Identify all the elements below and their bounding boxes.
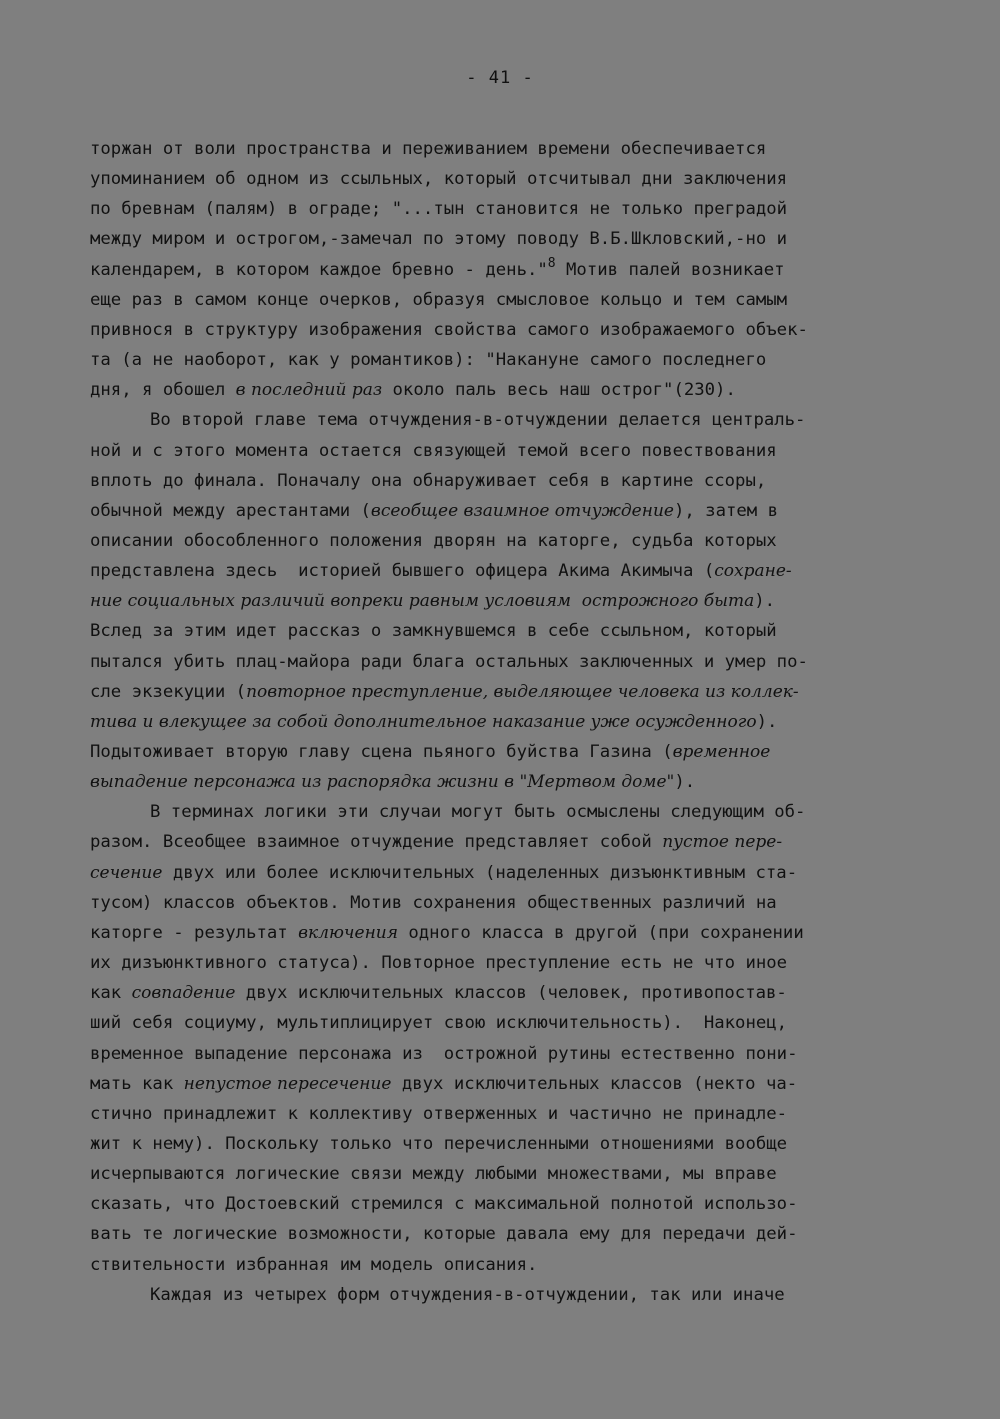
text-segment: вплоть до финала. Поначалу она обнаруживает себя в картине ссоры, bbox=[90, 470, 767, 491]
text-segment: дня, я обошел bbox=[90, 380, 236, 401]
text-segment: ной и с этого момента остается связующей темой всего повествования bbox=[90, 440, 777, 461]
text-segment: двух исключительных классов (некто ча- bbox=[391, 1073, 798, 1094]
text-segment: Подытоживает вторую главу сцена пьяного буйства Газина ( bbox=[90, 742, 673, 762]
text-segment: пытался убить плац-майора ради блага остальных заключенных и умер по- bbox=[90, 651, 808, 672]
text-line bbox=[90, 1101, 787, 1127]
text-segment: ), затем в bbox=[673, 500, 778, 521]
text-line bbox=[90, 438, 777, 464]
text-segment: описании обособленного положения дворян на каторге, судьба которых bbox=[90, 530, 777, 551]
emphasized-text: в последний раз bbox=[235, 380, 383, 401]
page-number: - 41 - bbox=[466, 68, 534, 88]
text-segment: Во второй главе тема отчуждения-в-отчуждении делается централь- bbox=[150, 410, 806, 431]
text-line bbox=[90, 1041, 798, 1067]
emphasized-text: сохране- bbox=[714, 561, 792, 582]
text-line bbox=[90, 890, 777, 916]
text-line bbox=[150, 407, 805, 433]
text-segment: Вслед за этим идет рассказ о замкнувшемся в себе ссыльном, который bbox=[90, 621, 777, 642]
emphasized-text: тива и влекущее за собой дополнительное наказание уже осужденного bbox=[90, 711, 757, 732]
text-line bbox=[90, 257, 785, 283]
text-segment: еще раз в самом конце очерков, образуя смысловое кольцо и тем самым bbox=[90, 289, 788, 310]
text-segment: каторге - результат bbox=[90, 922, 299, 943]
text-line bbox=[90, 588, 775, 614]
emphasized-text: непустое пересечение bbox=[183, 1073, 392, 1094]
text-line bbox=[90, 618, 777, 644]
text-segment: двух или более исключительных (наделенных дизъюнктивным ста- bbox=[162, 862, 798, 883]
text-segment: по бревнам (палям) в ограде; "...тын становится не только преградой bbox=[90, 199, 788, 220]
text-segment: В терминах логики эти случаи могут быть осмыслены следующим об- bbox=[150, 802, 806, 823]
text-segment: ). bbox=[756, 711, 778, 732]
text-segment: между миром и острогом,-замечал по этому поводу В.Б.Шкловский,-но и bbox=[90, 229, 788, 250]
text-segment: их дизъюнктивного статуса). Повторное преступление есть не что иное bbox=[90, 953, 788, 974]
text-segment: около паль весь наш острог"(230). bbox=[382, 380, 736, 401]
text-line bbox=[90, 558, 792, 584]
text-segment: одного класса в другой (при сохранении bbox=[397, 922, 804, 943]
text-line bbox=[90, 1131, 787, 1157]
text-segment: исчерпываются логические связи между любыми множествами, мы вправе bbox=[90, 1164, 777, 1185]
text-line bbox=[90, 829, 782, 855]
footnote-marker: 8 bbox=[547, 255, 556, 271]
emphasized-text: пустое пере- bbox=[662, 832, 783, 853]
text-segment: стично принадлежит к коллективу отверженных и частично не принадле- bbox=[90, 1103, 788, 1124]
text-line bbox=[90, 1252, 537, 1278]
text-line bbox=[90, 498, 778, 524]
text-segment: двух исключительных классов (человек, противопостав- bbox=[235, 983, 787, 1004]
text-segment: как bbox=[90, 983, 132, 1004]
emphasized-text: совпадение bbox=[131, 983, 236, 1004]
text-line bbox=[90, 347, 766, 373]
text-line bbox=[90, 1191, 798, 1217]
text-segment: ). bbox=[674, 772, 696, 793]
text-line bbox=[90, 1071, 797, 1097]
text-line bbox=[90, 860, 797, 886]
text-line bbox=[90, 468, 766, 494]
emphasized-text: включения bbox=[298, 922, 398, 943]
text-line bbox=[90, 166, 787, 192]
text-line bbox=[150, 1282, 785, 1308]
text-segment: сказать, что Достоевский стремился с максимальной полнотой использо- bbox=[90, 1194, 798, 1215]
emphasized-text: ние социальных различий вопреки равным условиям острожного быта bbox=[90, 591, 755, 612]
text-segment: временное выпадение персонажа из острожной рутины естественно пони- bbox=[90, 1043, 798, 1064]
text-line bbox=[90, 739, 770, 765]
text-segment: Каждая из четырех форм отчуждения-в-отчуждении, так или иначе bbox=[150, 1284, 785, 1305]
emphasized-text: сечение bbox=[90, 862, 163, 883]
text-segment: разом. Всеобщее взаимное отчуждение представляет собой bbox=[90, 832, 663, 853]
text-segment: Мотив палей возникает bbox=[555, 259, 785, 280]
text-line bbox=[90, 679, 799, 705]
text-segment: торжан от воли пространства и переживанием времени обеспечивается bbox=[90, 139, 767, 159]
text-line bbox=[90, 649, 808, 675]
text-segment: мать как bbox=[90, 1073, 184, 1094]
text-line bbox=[90, 287, 787, 313]
text-segment: вать те логические возможности, которые давала ему для передачи дей- bbox=[90, 1224, 798, 1245]
text-line bbox=[90, 709, 777, 735]
text-line bbox=[90, 1010, 787, 1036]
text-segment: обычной между арестантами ( bbox=[90, 500, 371, 521]
text-segment: жит к нему). Поскольку только что перечисленными отношениями вообще bbox=[90, 1133, 788, 1154]
text-line bbox=[90, 950, 787, 976]
text-segment: тусом) классов объектов. Мотив сохранения общественных различий на bbox=[90, 892, 777, 913]
text-segment: привнося в структуру изображения свойства самого изображаемого объек- bbox=[90, 319, 808, 340]
text-line bbox=[90, 528, 777, 554]
text-line bbox=[90, 136, 766, 162]
emphasized-text: временное bbox=[672, 742, 771, 762]
text-line bbox=[90, 769, 695, 795]
text-segment: ствительности избранная им модель описания. bbox=[90, 1254, 538, 1275]
text-segment: представлена здесь историей бывшего офицера Акима Акимыча ( bbox=[90, 561, 715, 582]
text-segment: календарем, в котором каждое бревно - день." bbox=[90, 259, 548, 280]
text-line bbox=[90, 196, 787, 222]
text-segment: упоминанием об одном из ссыльных, который отсчитывал дни заключения bbox=[90, 169, 788, 190]
text-segment: ). bbox=[754, 591, 776, 612]
emphasized-text: выпадение персонажа из распорядка жизни в "Мертвом доме" bbox=[90, 772, 675, 793]
text-segment: ший себя социуму, мультиплицирует свою исключительность). Наконец, bbox=[90, 1013, 788, 1034]
text-line bbox=[150, 799, 805, 825]
text-line bbox=[90, 317, 808, 343]
text-line bbox=[90, 377, 736, 403]
emphasized-text: всеобщее взаимное отчуждение bbox=[370, 500, 674, 521]
text-line bbox=[90, 920, 804, 946]
text-segment: та (а не наоборот, как у романтиков): "Накануне самого последнего bbox=[90, 350, 767, 371]
text-segment: сле экзекуции ( bbox=[90, 681, 247, 702]
text-line bbox=[90, 226, 787, 252]
text-line bbox=[90, 980, 787, 1006]
text-line bbox=[90, 1161, 777, 1187]
text-line bbox=[90, 1221, 798, 1247]
emphasized-text: повторное преступление, выделяющее человека из коллек- bbox=[246, 681, 799, 702]
